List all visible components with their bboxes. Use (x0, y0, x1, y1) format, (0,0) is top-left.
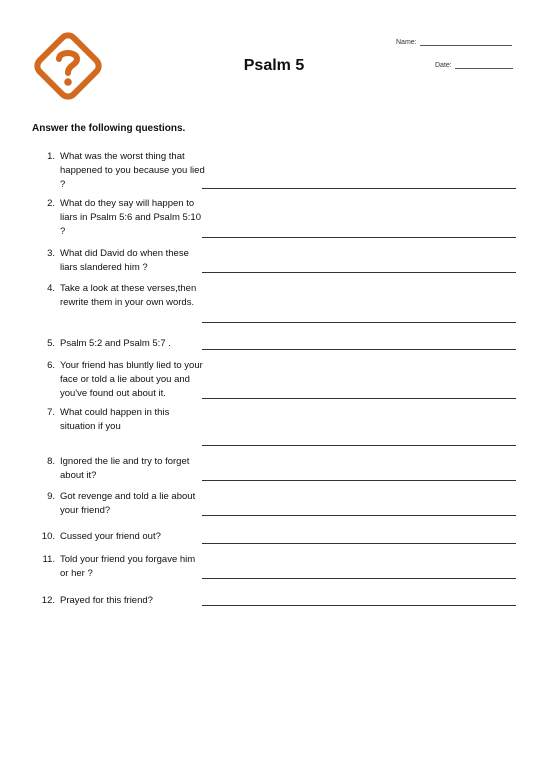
answer-line[interactable] (202, 272, 516, 273)
question-mark-diamond-icon (30, 28, 106, 104)
question-number: 2. (47, 198, 55, 209)
answer-line[interactable] (202, 398, 516, 399)
question-text: Your friend has bluntly lied to your face or told a lie about you and you've found out about it. (60, 360, 203, 399)
question-text: Psalm 5:2 and Psalm 5:7 . (60, 338, 171, 349)
answer-line[interactable] (202, 515, 516, 516)
name-field[interactable] (396, 38, 512, 46)
date-field[interactable] (435, 61, 513, 69)
answer-line[interactable] (202, 605, 516, 606)
question-text: Ignored the lie and try to forget about it? (60, 456, 190, 481)
question-number: 8. (47, 456, 55, 467)
date-blank-line[interactable] (455, 61, 513, 69)
question-number: 1. (47, 151, 55, 162)
question-number: 7. (47, 407, 55, 418)
question-text: Got revenge and told a lie about your friend? (60, 491, 196, 516)
question-text: Take a look at these verses,then rewrite them in your own words. (60, 283, 197, 308)
question-number: 10. (41, 531, 55, 542)
answer-line[interactable] (202, 480, 516, 481)
date-label: Date: (435, 62, 452, 69)
question-number: 9. (47, 491, 55, 502)
name-blank-line[interactable] (420, 38, 512, 46)
page-title: Psalm 5 (243, 57, 305, 74)
question-text: Prayed for this friend? (60, 595, 153, 606)
question-number: 6. (47, 360, 55, 371)
question-number: 4. (47, 283, 55, 294)
question-text: What was the worst thing that happened to you because you lied ? (60, 151, 205, 190)
question-text: Cussed your friend out? (60, 531, 161, 542)
question-text: Told your friend you forgave him or her ? (60, 554, 196, 579)
question-number: 5. (47, 338, 55, 349)
question-text: What could happen in this situation if you (60, 407, 170, 432)
answer-line[interactable] (202, 237, 516, 238)
question-number: 11. (42, 554, 55, 565)
answer-line[interactable] (202, 322, 516, 323)
question-number: 12. (41, 595, 55, 606)
answer-line[interactable] (202, 188, 516, 189)
question-text: What did David do when these liars slandered him ? (60, 248, 189, 273)
answer-line[interactable] (202, 578, 516, 579)
question-number: 3. (47, 248, 55, 259)
question-text: What do they say will happen to liars in Psalm 5:6 and Psalm 5:10 ? (60, 198, 201, 237)
instructions-heading: Answer the following questions. (32, 123, 186, 134)
answer-line[interactable] (202, 445, 516, 446)
answer-line[interactable] (202, 349, 516, 350)
answer-line[interactable] (202, 543, 516, 544)
name-label: Name: (396, 39, 417, 46)
